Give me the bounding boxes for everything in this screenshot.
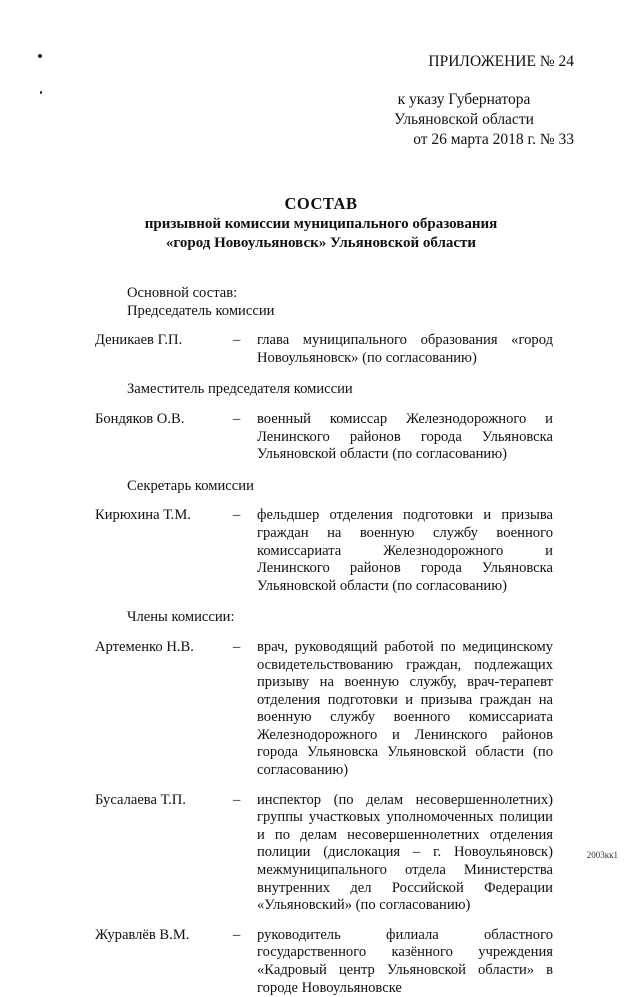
member-name: Деникаев Г.П. <box>95 332 183 349</box>
commission-list <box>95 285 553 997</box>
member-name: Кирюхина Т.М. <box>95 507 191 524</box>
member-role: глава муниципального образования «город Новоульяновск» (по согласованию) <box>257 332 553 366</box>
member-role: врач, руководящий работой по медицинскому освидетельствованию граждан, подлежащих призыву на военную службу, врач-терапевт отделения подготовки и призыва граждан на военную службу военного комиссариата Железнодорожного и Ленинского районов города Ульяновска Ульяновской области (по согласованию) <box>257 638 553 779</box>
document-title <box>96 193 546 253</box>
scan-speck <box>40 91 42 94</box>
section-main-composition: Основной состав: <box>127 285 238 301</box>
document-code: 2003кк1 <box>586 850 618 860</box>
decree-line-2: Ульяновской области <box>394 111 534 128</box>
member-dash: – <box>233 926 241 943</box>
member-dash: – <box>233 638 241 655</box>
member-entry <box>95 792 553 915</box>
title-main: СОСТАВ <box>284 194 358 213</box>
section-secretary: Секретарь комиссии <box>127 477 254 494</box>
member-role: руководитель филиала областного государственного казённого учреждения «Кадровый центр Ульяновской области» в городе Новоульяновске <box>257 926 553 996</box>
member-dash: – <box>233 507 241 524</box>
section-members: Члены комиссии: <box>127 609 235 626</box>
decree-line-1: к указу Губернатора <box>397 91 531 108</box>
section-deputy: Заместитель председателя комиссии <box>127 381 353 398</box>
appendix-header <box>354 52 574 150</box>
scan-speck <box>38 54 42 58</box>
member-name: Артеменко Н.В. <box>95 638 194 655</box>
member-dash: – <box>233 410 241 427</box>
member-name: Бондяков О.В. <box>95 410 185 427</box>
appendix-number: ПРИЛОЖЕНИЕ № 24 <box>428 53 574 70</box>
member-entry <box>95 927 553 997</box>
member-name: Бусалаева Т.П. <box>95 791 186 808</box>
member-entry <box>95 411 553 464</box>
member-dash: – <box>233 332 241 349</box>
member-role: фельдшер отделения подготовки и призыва граждан на военную службу военного комиссариата Железнодорожного и Ленинского районов города Ульяновска Ульяновской области (по согласованию) <box>257 507 553 594</box>
title-subtitle-2: «город Новоульяновск» Ульяновской области <box>165 235 477 251</box>
member-entry <box>95 507 553 595</box>
member-entry <box>95 332 553 367</box>
member-role: военный комиссар Железнодорожного и Ленинского районов города Ульяновска Ульяновской области (по согласованию) <box>257 410 553 463</box>
member-entry <box>95 639 553 780</box>
section-chairman: Председатель комиссии <box>127 302 275 319</box>
member-dash: – <box>233 791 241 808</box>
decree-date: от 26 марта 2018 г. № 33 <box>413 131 574 148</box>
member-name: Журавлёв В.М. <box>95 926 190 943</box>
title-subtitle-1: призывной комиссии муниципального образования <box>144 216 498 232</box>
member-role: инспектор (по делам несовершеннолетних) группы участковых уполномоченных полиции и по делам несовершеннолетних отделения полиции (дислокация – г. Новоульяновск) межмуниципального отдела Министерства внутренних дел Российской Федерации «Ульяновский» (по согласованию) <box>257 791 553 914</box>
